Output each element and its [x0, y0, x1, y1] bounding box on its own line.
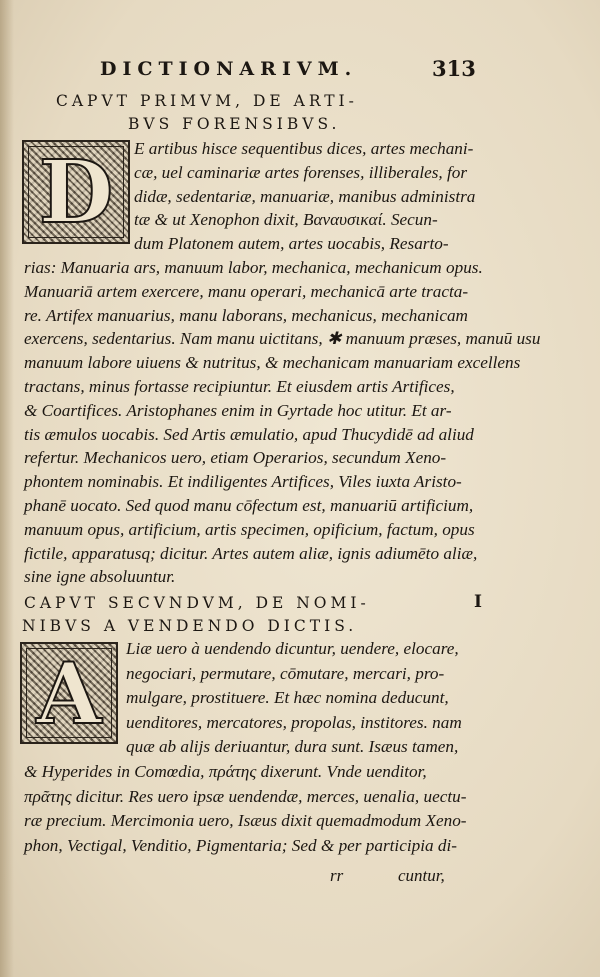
text-line: mulgare, prostituere. Et hæc nomina deducunt, — [126, 688, 449, 707]
signature-mark: rr — [330, 866, 344, 885]
text-line: phon, Vectigal, Venditio, Pigmentaria; Sed & per participia di- — [24, 836, 457, 855]
chapter1-heading-line1: CAPVT PRIMVM, DE ARTI- — [56, 92, 358, 110]
catchword: cuntur, — [398, 866, 445, 885]
text-line: dum Platonem autem, artes uocabis, Resarto- — [134, 234, 449, 253]
chapter2-heading-line1: CAPVT SECVNDVM, DE NOMI- — [24, 594, 370, 612]
initial-letter: D — [38, 141, 114, 243]
text-line: E artibus hisce sequentibus dices, artes mechani- — [134, 139, 474, 158]
chapter2-heading-line2: NIBVS A VENDENDO DICTIS. — [22, 617, 358, 635]
text-line: phontem nominabis. Et indiligentes Artifices, Viles iuxta Aristo- — [24, 472, 462, 491]
chapter1-heading-line2: BVS FORENSIBVS. — [128, 115, 341, 133]
text-line: uenditores, mercatores, propolas, institores. nam — [126, 713, 462, 732]
text-line: quæ ab alijs deriuantur, dura sunt. Isæus tamen, — [126, 737, 459, 756]
text-line: re. Artifex manuarius, manu laborans, mechanicus, mechanicam — [24, 306, 468, 325]
margin-mark: I — [474, 592, 482, 612]
decorated-initial-a — [20, 642, 118, 744]
text-line: manuum opus, artificium, artis specimen, opificium, factum, opus — [24, 520, 475, 539]
initial-letter: A — [36, 643, 102, 743]
text-line: fictile, apparatusq; dicitur. Artes autem aliæ, ignis adiumēto aliæ, — [24, 544, 478, 563]
text-line: Manuariā artem exercere, manu operari, mechanicā arte tracta- — [24, 282, 469, 301]
text-line: & Hyperides in Comœdia, πράτης dixerunt. Vnde uenditor, — [24, 762, 427, 781]
text-line: tractans, minus fortasse recipiuntur. Et eiusdem artis Artifices, — [24, 377, 455, 396]
page-number: 313 — [432, 56, 476, 81]
text-line: didæ, sedentariæ, manuariæ, manibus administra — [134, 187, 476, 206]
text-line: ræ precium. Mercimonia uero, Isæus dixit quemadmodum Xeno- — [24, 811, 467, 830]
text-line: πρᾶτης dicitur. Res uero ipsæ uendendæ, merces, uenalia, uectu- — [24, 787, 467, 806]
text-line: negociari, permutare, cōmutare, mercari, pro- — [126, 664, 445, 683]
text-line: rias: Manuaria ars, manuum labor, mechanica, mechanicum opus. — [24, 258, 483, 277]
text-line: tis æmulos uocabis. Sed Artis æmulatio, apud Thucydidē ad aliud — [24, 425, 474, 444]
text-line: tæ & ut Xenophon dixit, Βαναυσικαί. Secun- — [134, 210, 438, 229]
page-gutter-shadow — [0, 0, 14, 977]
text-line: phanē uocato. Sed quod manu cōfectum est, manuariū artificium, — [24, 496, 474, 515]
text-line: manuum labore uiuens & nutritus, & mechanicam manuariam excellens — [24, 353, 521, 372]
text-line: Liæ uero à uendendo dicuntur, uendere, elocare, — [126, 639, 459, 658]
running-head: DICTIONARIVM. — [100, 58, 358, 80]
text-line: refertur. Mechanicos uero, etiam Operarios, secundum Xeno- — [24, 448, 447, 467]
text-line: cæ, uel caminariæ artes forenses, illiberales, for — [134, 163, 468, 182]
text-line: exercens, sedentarius. Nam manu uictitans, ✱ manuum præses, manuū usu — [24, 329, 541, 348]
text-line: & Coartifices. Aristophanes enim in Gyrtade hoc utitur. Et ar- — [24, 401, 452, 420]
text-line: sine igne absoluuntur. — [24, 567, 176, 586]
decorated-initial-d — [22, 140, 130, 244]
